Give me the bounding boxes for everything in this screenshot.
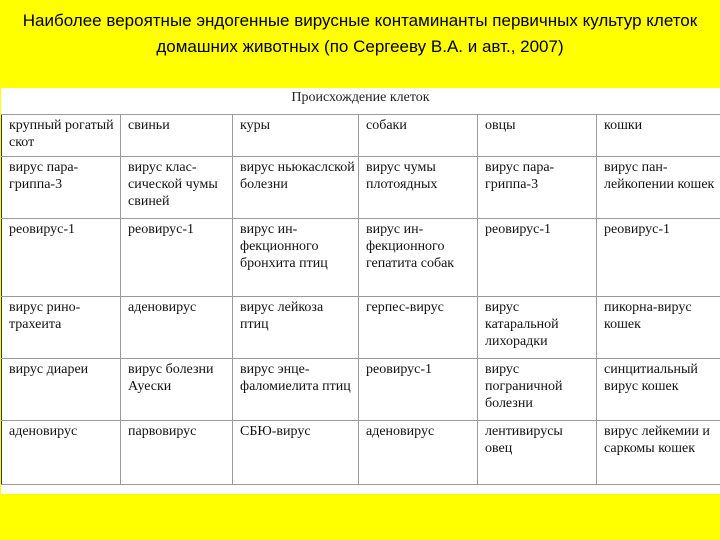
header-cell: куры [233, 115, 359, 157]
table-row [2, 297, 720, 359]
header-cell: крупный рогатый скот [2, 115, 121, 157]
header-cell: собаки [359, 115, 478, 157]
table-cell: вирус ин-фекционного бронхита птиц [233, 219, 359, 297]
table-caption: Происхождение клеток [291, 90, 430, 105]
table-header-row [2, 115, 720, 157]
table-cell: парвовирус [121, 421, 233, 485]
table-row [2, 219, 720, 297]
header-cell: свиньи [121, 115, 233, 157]
table-cell: вирус чумы плотоядных [359, 157, 478, 219]
header-cell: овцы [478, 115, 597, 157]
table-cell: вирус пара-гриппа-3 [478, 157, 597, 219]
table-cell: вирус лейкемии и саркомы кошек [597, 421, 720, 485]
table-cell: синцитиальный вирус кошек [597, 359, 720, 421]
table-cell: лентивирусы овец [478, 421, 597, 485]
table-cell: вирус клас-сической чумы свиней [121, 157, 233, 219]
table-cell: реовирус-1 [2, 219, 121, 297]
table-row [2, 421, 720, 485]
table-cell: реовирус-1 [597, 219, 720, 297]
table-cell: реовирус-1 [478, 219, 597, 297]
table-cell: реовирус-1 [121, 219, 233, 297]
table-cell: реовирус-1 [359, 359, 478, 421]
table-row [2, 157, 720, 219]
table-cell: СБЮ-вирус [233, 421, 359, 485]
table-cell: вирус энце-фаломиелита птиц [233, 359, 359, 421]
table-cell: вирус рино-трахеита [2, 297, 121, 359]
table-cell: вирус пан-лейкопении кошек [597, 157, 720, 219]
table-cell: вирус катаральной лихорадки [478, 297, 597, 359]
header-cell: кошки [597, 115, 720, 157]
scanned-table-image [1, 88, 720, 494]
table-cell: вирус болезни Ауески [121, 359, 233, 421]
table-cell: вирус пограничной болезни [478, 359, 597, 421]
table-cell: вирус пара-гриппа-3 [2, 157, 121, 219]
table-row [2, 359, 720, 421]
table-cell: вирус диареи [2, 359, 121, 421]
table-cell: аденовирус [2, 421, 121, 485]
table-cell: герпес-вирус [359, 297, 478, 359]
table-cell: вирус ньюкаслской болезни [233, 157, 359, 219]
table-cell: вирус ин-фекционного гепатита собак [359, 219, 478, 297]
slide-title: Наиболее вероятные эндогенные вирусные контаминанты первичных культур клеток домашних животных (по Сергееву В.А. и авт., 2007) [22, 11, 698, 56]
table-cell: вирус лейкоза птиц [233, 297, 359, 359]
contaminants-table [1, 114, 720, 485]
table-cell: аденовирус [121, 297, 233, 359]
table-cell: аденовирус [359, 421, 478, 485]
table-cell: пикорна-вирус кошек [597, 297, 720, 359]
